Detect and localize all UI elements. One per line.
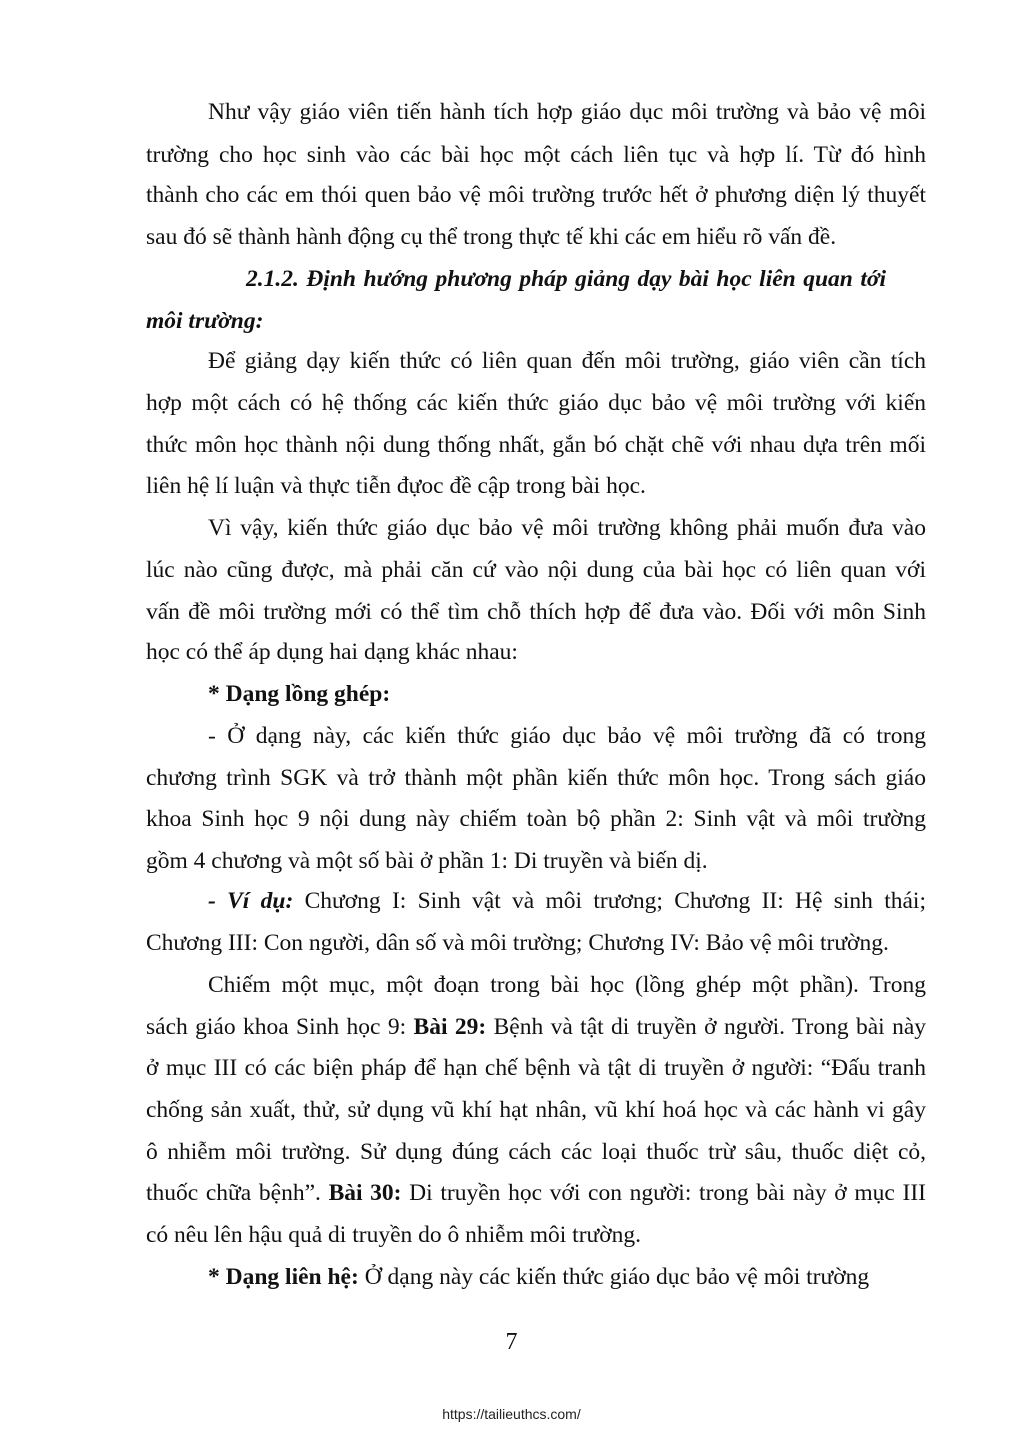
paragraph-line: trường cho học sinh vào các bài học một cách liên tục và hợp lí. Từ đó hình — [146, 142, 926, 168]
paragraph-line: khoa Sinh học 9 nội dung này chiếm toàn bộ phần 2: Sinh vật và môi trường — [146, 806, 926, 832]
text-span: sách giáo khoa Sinh học 9: — [146, 1014, 414, 1040]
paragraph-line: thành cho các em thói quen bảo vệ môi trường trước hết ở phương diện lý thuyết — [146, 182, 926, 208]
example-label: - Ví dụ: — [208, 888, 294, 914]
text-span: Ở dạng này các kiến thức giáo dục bảo vệ môi trường — [358, 1264, 870, 1290]
paragraph-line — [146, 1178, 926, 1208]
paragraph-line: Chiếm một mục, một đoạn trong bài học (lồng ghép một phần). Trong — [208, 972, 926, 998]
paragraph-line: sau đó sẽ thành hành động cụ thể trong thực tế khi các em hiểu rõ vấn đề. — [146, 224, 837, 250]
paragraph-line: liên hệ lí luận và thực tiễn đựoc đề cập trong bài học. — [146, 473, 646, 499]
paragraph-line: - Ở dạng này, các kiến thức giáo dục bảo vệ môi trường đã có trong — [208, 723, 926, 749]
text-span: Bệnh và tật di truyền ở người. Trong bài này — [486, 1014, 926, 1040]
lesson-ref: Bài 29: — [413, 1014, 487, 1040]
section-heading: môi trường: — [146, 308, 264, 334]
paragraph-line: gồm 4 chương và một số bài ở phần 1: Di truyền và biến dị. — [146, 848, 708, 874]
subheading-label: * Dạng liên hệ: — [208, 1264, 359, 1290]
paragraph-line: Để giảng dạy kiến thức có liên quan đến môi trường, giáo viên cần tích — [208, 348, 926, 374]
paragraph-line: hợp một cách có hệ thống các kiến thức giáo dục bảo vệ môi trường với kiến — [146, 390, 926, 416]
subheading-related — [208, 1262, 926, 1292]
paragraph-line: ô nhiễm môi trường. Sử dụng đúng cách các loại thuốc trừ sâu, thuốc diệt cỏ, — [146, 1139, 926, 1165]
paragraph-line: học có thể áp dụng hai dạng khác nhau: — [146, 639, 518, 665]
paragraph-line: ở mục III có các biện pháp để hạn chế bệnh và tật di truyền ở người: “Đấu tranh — [146, 1055, 926, 1081]
paragraph-line: Như vậy giáo viên tiến hành tích hợp giáo dục môi trường và bảo vệ môi — [208, 99, 926, 125]
paragraph-line: chương trình SGK và trở thành một phần kiến thức môn học. Trong sách giáo — [146, 765, 926, 791]
example-text: Chương I: Sinh vật và môi trương; Chương II: Hệ sinh thái; — [293, 888, 926, 914]
subheading-embedded: * Dạng lồng ghép: — [208, 681, 391, 707]
paragraph-line: Vì vậy, kiến thức giáo dục bảo vệ môi trường không phải muốn đưa vào — [208, 515, 926, 541]
text-span: Di truyền học với con người: trong bài này ở mục III — [401, 1180, 926, 1206]
example-line: Chương III: Con người, dân số và môi trường; Chương IV: Bảo vệ môi trường. — [146, 930, 889, 956]
text-span: thuốc chữa bệnh”. — [146, 1180, 329, 1206]
paragraph-line: có nêu lên hậu quả di truyền do ô nhiễm môi trường. — [146, 1222, 642, 1248]
page-number: 7 — [505, 1329, 518, 1355]
paragraph-line: lúc nào cũng được, mà phải căn cứ vào nội dung của bài học có liên quan với — [146, 557, 926, 583]
paragraph-line: chống sản xuất, thử, sử dụng vũ khí hạt nhân, vũ khí hoá học và các hành vi gây — [146, 1097, 926, 1123]
example-line — [208, 886, 926, 916]
paragraph-line: thức môn học thành nội dung thống nhất, gắn bó chặt chẽ với nhau dựa trên mối — [146, 432, 926, 458]
lesson-ref: Bài 30: — [328, 1180, 402, 1206]
paragraph-line — [146, 1012, 926, 1042]
paragraph-line: vấn đề môi trường mới có thể tìm chỗ thích hợp để đưa vào. Đối với môn Sinh — [146, 599, 926, 625]
footer-url[interactable]: https://tailieuthcs.com/ — [442, 1406, 581, 1422]
section-heading: 2.1.2. Định hướng phương pháp giảng dạy bài học liên quan tới — [246, 266, 886, 292]
